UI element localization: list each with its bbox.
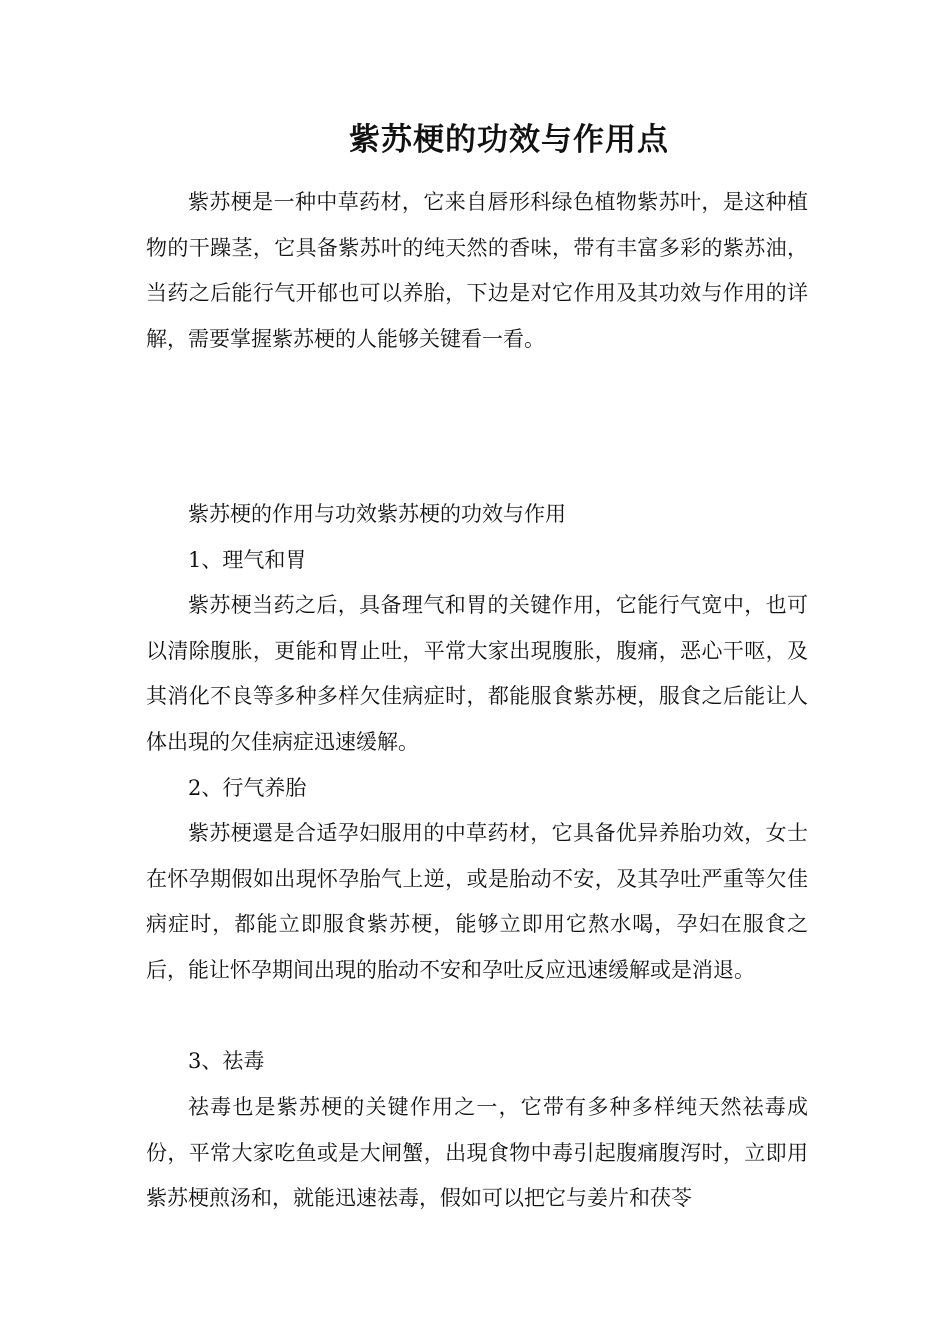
section-heading-2: 2、行气养胎 (188, 776, 307, 800)
section-body-1: 紫苏梗当药之后，具备理气和胃的关键作用，它能行气宽中，也可以清除腹胀，更能和胃止吐，平常大家出現腹胀，腹痛，恶心干呕，及其消化不良等多种多样欠佳病症时，都能服食紫苏梗，服食之后能让人体出現的欠佳病症迅速缓解。 (146, 593, 808, 754)
section-body-2: 紫苏梗還是合适孕妇服用的中草药材，它具备优异养胎功效，女士在怀孕期假如出現怀孕胎气上逆，或是胎动不安，及其孕吐严重等欠佳病症时，都能立即服食紫苏梗，能够立即用它熬水喝，孕妇在服食之后，能让怀孕期间出現的胎动不安和孕吐反应迅速缓解或是消退。 (146, 821, 808, 982)
section-body-3: 祛毒也是紫苏梗的关键作用之一，它带有多种多样纯天然祛毒成份，平常大家吃鱼或是大闸蟹，出現食物中毒引起腹痛腹泻时，立即用紫苏梗煎汤和，就能迅速祛毒，假如可以把它与姜片和茯苓 (146, 1095, 808, 1210)
intro-paragraph: 紫苏梗是一种中草药材，它来自唇形科绿色植物紫苏叶，是这种植物的干躁茎，它具备紫苏叶的纯天然的香味，带有丰富多彩的紫苏油，当药之后能行气开郁也可以养胎，下边是对它作用及其功效与作用的详解，需要掌握紫苏梗的人能够关键看一看。 (146, 190, 808, 351)
document-title: 紫苏梗的功效与作用点 (349, 122, 669, 158)
section-heading-3: 3、祛毒 (188, 1049, 265, 1073)
section-subtitle: 紫苏梗的作用与功效紫苏梗的功效与作用 (188, 502, 566, 526)
section-heading-1: 1、理气和胃 (188, 548, 307, 572)
